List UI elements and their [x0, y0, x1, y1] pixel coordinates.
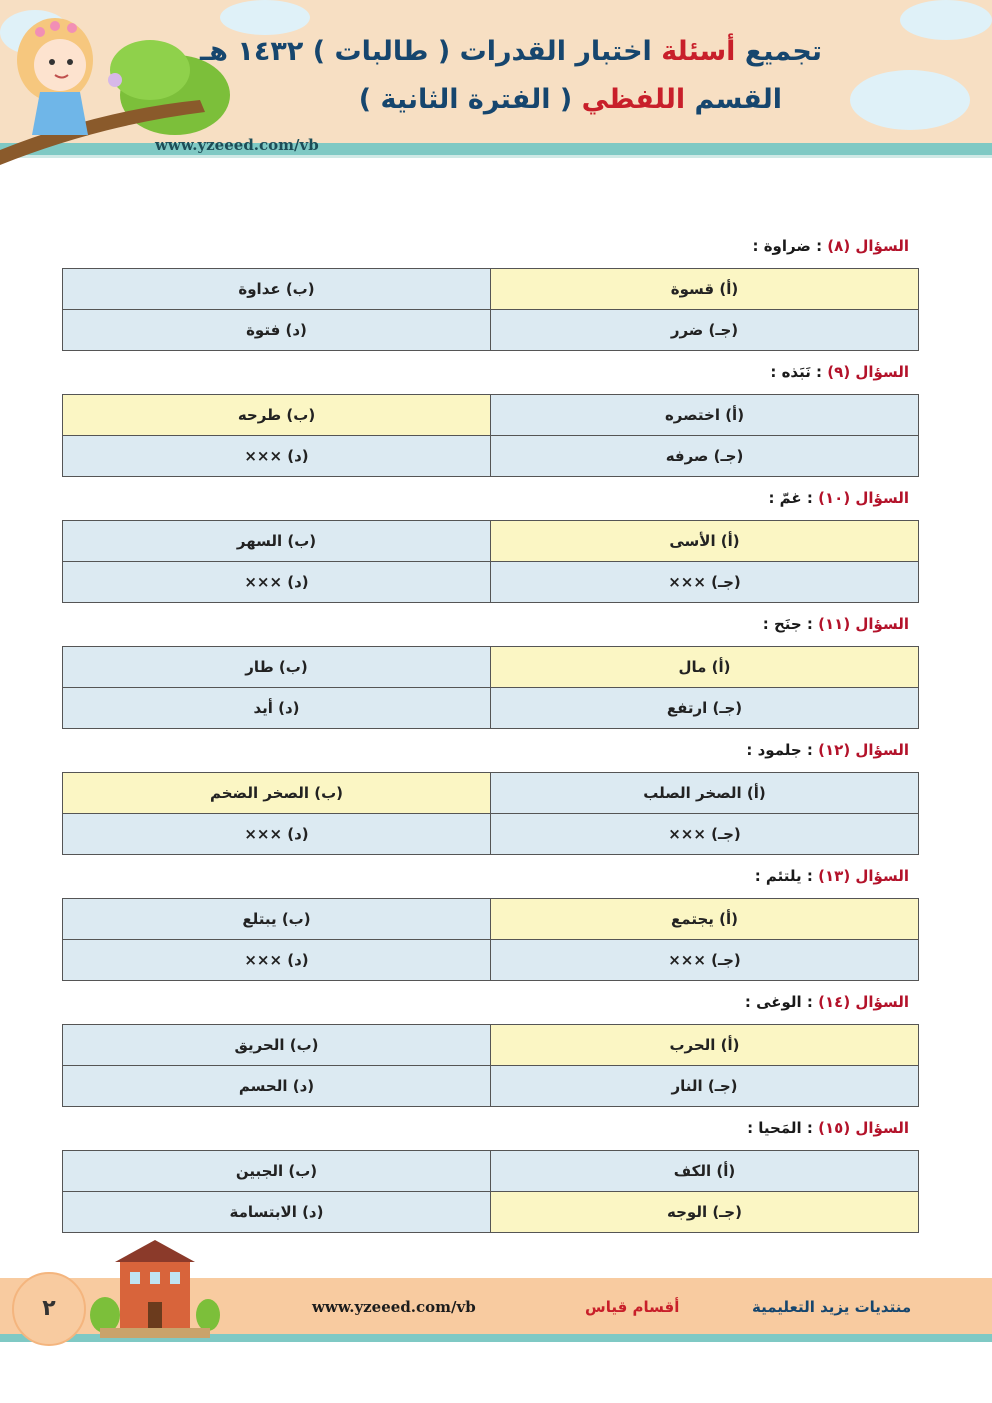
footer-forum-name: منتديات يزيد التعليمية	[752, 1298, 912, 1316]
question-label: السؤال (١٥) : المَحيا :	[747, 1119, 909, 1137]
question-block	[62, 232, 919, 358]
page-number: ٢	[12, 1272, 86, 1346]
options-table	[62, 520, 919, 603]
question-label: السؤال (١٠) : غمّ :	[768, 489, 909, 507]
option-cell[interactable]: (أ) الحرب	[491, 1025, 919, 1066]
option-cell[interactable]: (جـ) ×××	[491, 940, 919, 981]
option-cell[interactable]: (أ) الكف	[491, 1151, 919, 1192]
question-block	[62, 1114, 919, 1240]
option-cell[interactable]: (جـ) ×××	[491, 814, 919, 855]
options-table	[62, 268, 919, 351]
option-cell[interactable]: (د) أيد	[63, 688, 491, 729]
options-table	[62, 394, 919, 477]
options-table	[62, 772, 919, 855]
question-block	[62, 862, 919, 988]
question-block	[62, 736, 919, 862]
question-block	[62, 610, 919, 736]
option-cell[interactable]: (أ) الأسى	[491, 521, 919, 562]
options-table	[62, 898, 919, 981]
option-cell[interactable]: (جـ) ×××	[491, 562, 919, 603]
option-cell[interactable]: (د) الحسم	[63, 1066, 491, 1107]
option-cell[interactable]: (ب) الجبين	[63, 1151, 491, 1192]
option-cell[interactable]: (جـ) النار	[491, 1066, 919, 1107]
option-cell[interactable]: (جـ) صرفه	[491, 436, 919, 477]
option-cell[interactable]: (د) ×××	[63, 940, 491, 981]
footer-section: أقسام قياس	[585, 1298, 680, 1316]
question-block	[62, 988, 919, 1114]
options-table	[62, 646, 919, 729]
question-label: السؤال (١٣) : يلتئم :	[754, 867, 909, 885]
page-title-line-2: القسم اللفظي ( الفترة الثانية )	[358, 84, 782, 115]
option-cell[interactable]: (أ) اختصره	[491, 395, 919, 436]
options-table	[62, 1150, 919, 1233]
question-block	[62, 358, 919, 484]
option-cell[interactable]: (ب) الحريق	[63, 1025, 491, 1066]
question-label: السؤال (٩) : نَبَذه :	[770, 363, 909, 381]
option-cell[interactable]: (د) الابتسامة	[63, 1192, 491, 1233]
option-cell[interactable]: (جـ) ضرر	[491, 310, 919, 351]
option-cell[interactable]: (ب) عداوة	[63, 269, 491, 310]
option-cell[interactable]: (أ) قسوة	[491, 269, 919, 310]
page-title-line-1: تجميع أسئلة اختبار القدرات ( طالبات ) ١٤٣٢ هـ	[200, 36, 822, 67]
option-cell[interactable]: (أ) مال	[491, 647, 919, 688]
cloud-decoration	[850, 70, 970, 130]
option-cell[interactable]: (ب) يبتلع	[63, 899, 491, 940]
option-cell[interactable]: (أ) يجتمع	[491, 899, 919, 940]
options-table	[62, 1024, 919, 1107]
option-cell[interactable]: (أ) الصخر الصلب	[491, 773, 919, 814]
option-cell[interactable]: (ب) طرحه	[63, 395, 491, 436]
cloud-decoration	[900, 0, 992, 40]
question-label: السؤال (١٤) : الوغى :	[744, 993, 909, 1011]
option-cell[interactable]: (ب) طار	[63, 647, 491, 688]
option-cell[interactable]: (ب) الصخر الضخم	[63, 773, 491, 814]
questions-list	[62, 232, 919, 1240]
school-illustration	[90, 1240, 220, 1340]
option-cell[interactable]: (د) ×××	[63, 436, 491, 477]
option-cell[interactable]: (د) ×××	[63, 814, 491, 855]
question-block	[62, 484, 919, 610]
option-cell[interactable]: (جـ) ارتفع	[491, 688, 919, 729]
question-label: السؤال (٨) : ضراوة :	[752, 237, 909, 255]
option-cell[interactable]: (د) ×××	[63, 562, 491, 603]
option-cell[interactable]: (د) فتوة	[63, 310, 491, 351]
option-cell[interactable]: (جـ) الوجه	[491, 1192, 919, 1233]
header-url[interactable]: www.yzeeed.com/vb	[155, 136, 319, 154]
footer-url[interactable]: www.yzeeed.com/vb	[312, 1298, 476, 1316]
question-label: السؤال (١١) : جنَح :	[762, 615, 909, 633]
question-label: السؤال (١٢) : جلمود :	[746, 741, 909, 759]
option-cell[interactable]: (ب) السهر	[63, 521, 491, 562]
